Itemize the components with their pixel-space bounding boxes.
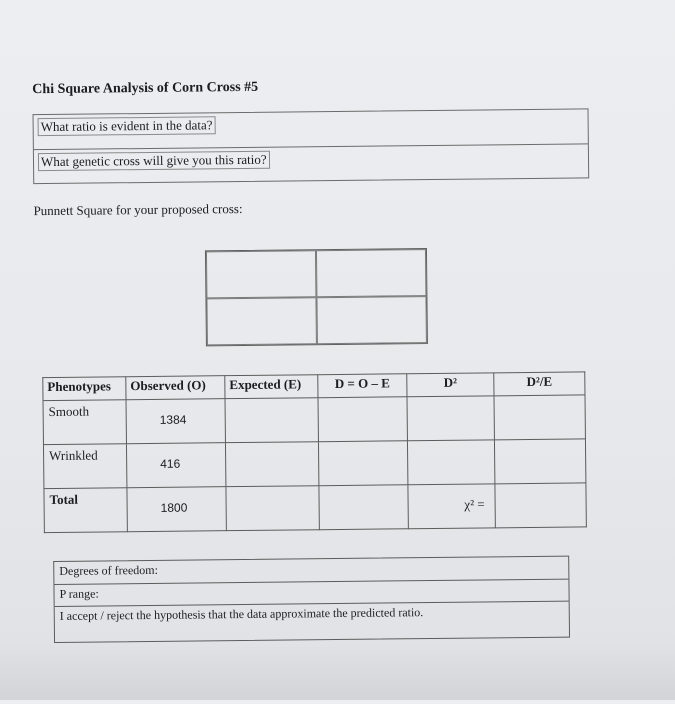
punnett-square-label: Punnett Square for your proposed cross:: [33, 200, 243, 219]
question-cross-label: What genetic cross will give you this ratio?: [38, 151, 270, 171]
punnett-cell[interactable]: [316, 296, 426, 344]
punnett-cell[interactable]: [206, 250, 316, 298]
chi-square-table: [42, 371, 587, 533]
conclusion-box: [53, 556, 570, 643]
table-row: [44, 483, 586, 533]
d-squared-over-e-cell[interactable]: [494, 439, 585, 484]
observed-cell: 1800: [160, 500, 188, 515]
hypothesis-row[interactable]: I accept / reject the hypothesis that the data approximate the predicted ratio.: [55, 601, 569, 642]
chi-square-value-cell[interactable]: [495, 483, 586, 528]
chi-square-label: χ² =: [464, 496, 485, 512]
table-row: [43, 395, 585, 445]
header-phenotypes: Phenotypes: [43, 377, 126, 401]
phenotype-cell: Smooth: [48, 403, 90, 420]
expected-cell[interactable]: [226, 486, 319, 531]
punnett-cell[interactable]: [316, 249, 426, 297]
header-observed: Observed (O): [126, 376, 225, 400]
d-cell[interactable]: [318, 441, 407, 486]
punnett-cell[interactable]: [206, 297, 316, 345]
observed-cell: 416: [160, 456, 181, 471]
chi-square-label-cell: [408, 484, 495, 529]
header-d: D = O – E: [318, 374, 407, 398]
header-d-squared-over-e: D²/E: [494, 372, 585, 396]
punnett-square: [205, 248, 428, 346]
header-expected: Expected (E): [225, 375, 318, 399]
d-squared-cell[interactable]: [407, 396, 494, 441]
question-ratio-label: What ratio is evident in the data?: [38, 116, 216, 136]
question-row-cross: [34, 143, 588, 183]
d-squared-cell[interactable]: [407, 440, 494, 485]
d-squared-over-e-cell[interactable]: [494, 395, 585, 440]
phenotype-cell: Total: [49, 491, 79, 508]
expected-cell[interactable]: [225, 398, 318, 443]
observed-cell: 1384: [159, 412, 187, 427]
d-cell[interactable]: [319, 485, 408, 530]
page-title: Chi Square Analysis of Corn Cross #5: [32, 79, 259, 98]
header-d-squared: D²: [407, 373, 494, 397]
photo-shadow: [0, 640, 675, 700]
question-row-ratio: [34, 109, 588, 149]
p-range-row[interactable]: P range:: [54, 579, 568, 606]
degrees-of-freedom-row[interactable]: Degrees of freedom:: [59, 562, 158, 578]
expected-cell[interactable]: [225, 442, 318, 487]
phenotype-cell: Wrinkled: [49, 447, 98, 464]
table-row: [43, 439, 585, 489]
question-box: [33, 108, 590, 184]
d-cell[interactable]: [318, 397, 407, 442]
